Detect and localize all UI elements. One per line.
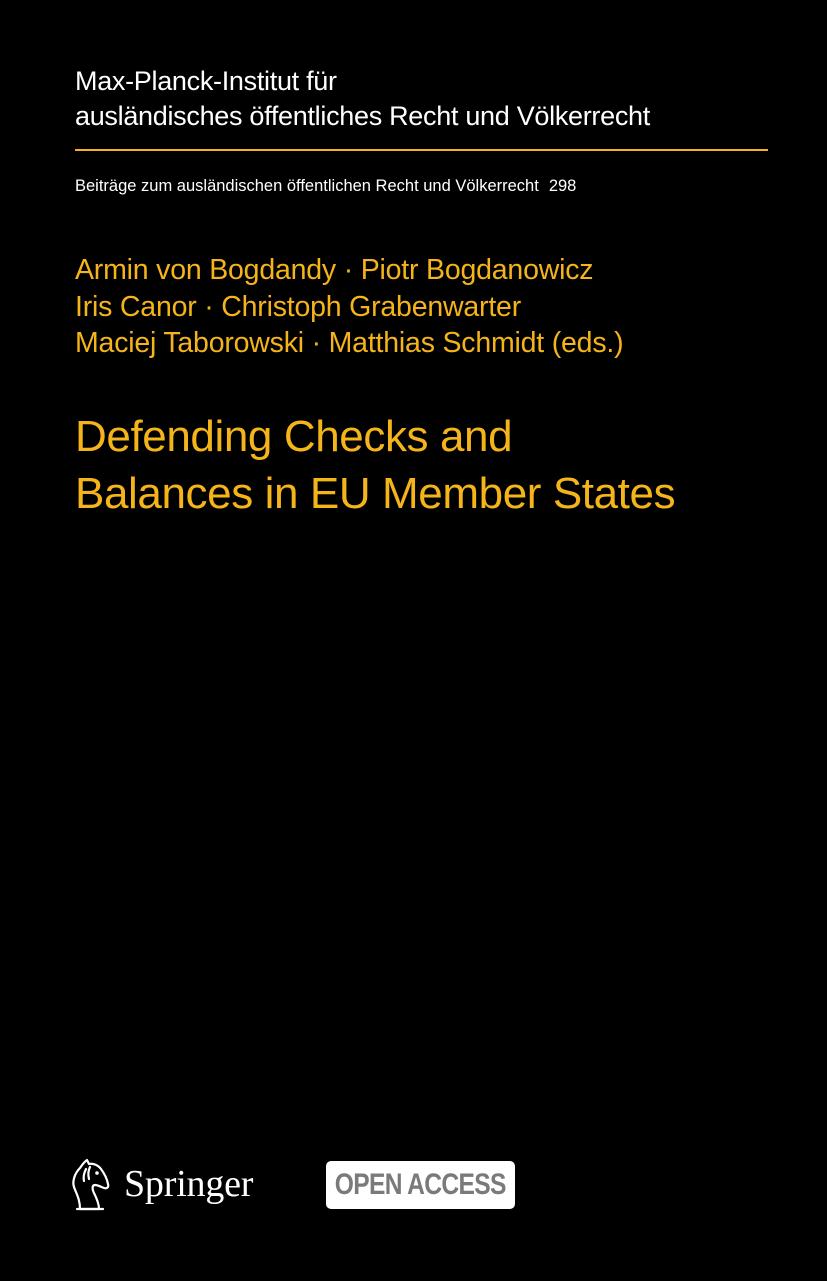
springer-knight-icon xyxy=(66,1155,114,1213)
institute-name xyxy=(75,64,775,134)
title-line-1: Defending Checks and xyxy=(75,412,513,461)
divider-rule xyxy=(75,149,768,151)
title-line-2: Balances in EU Member States xyxy=(75,469,676,518)
open-access-badge xyxy=(326,1161,515,1209)
publisher-name: Springer xyxy=(124,1163,254,1205)
editors-line-2: Iris Canor · Christoph Grabenwarter xyxy=(75,290,521,323)
book-title xyxy=(75,408,675,522)
institute-line-1: Max-Planck-Institut für xyxy=(75,66,337,96)
editors xyxy=(75,252,623,362)
publisher-logo xyxy=(66,1154,253,1214)
editors-line-3: Maciej Taborowski · Matthias Schmidt (eds.) xyxy=(75,327,624,359)
series-line xyxy=(75,176,576,196)
editors-line-1: Armin von Bogdandy · Piotr Bogdanowicz xyxy=(75,254,594,286)
open-access-label: OPEN ACCESS xyxy=(335,1168,506,1201)
institute-line-2: ausländisches öffentliches Recht und Völkerrecht xyxy=(75,101,650,131)
series-number: 298 xyxy=(548,177,577,195)
series-name: Beiträge zum ausländischen öffentlichen Recht und Völkerrecht xyxy=(75,177,539,195)
